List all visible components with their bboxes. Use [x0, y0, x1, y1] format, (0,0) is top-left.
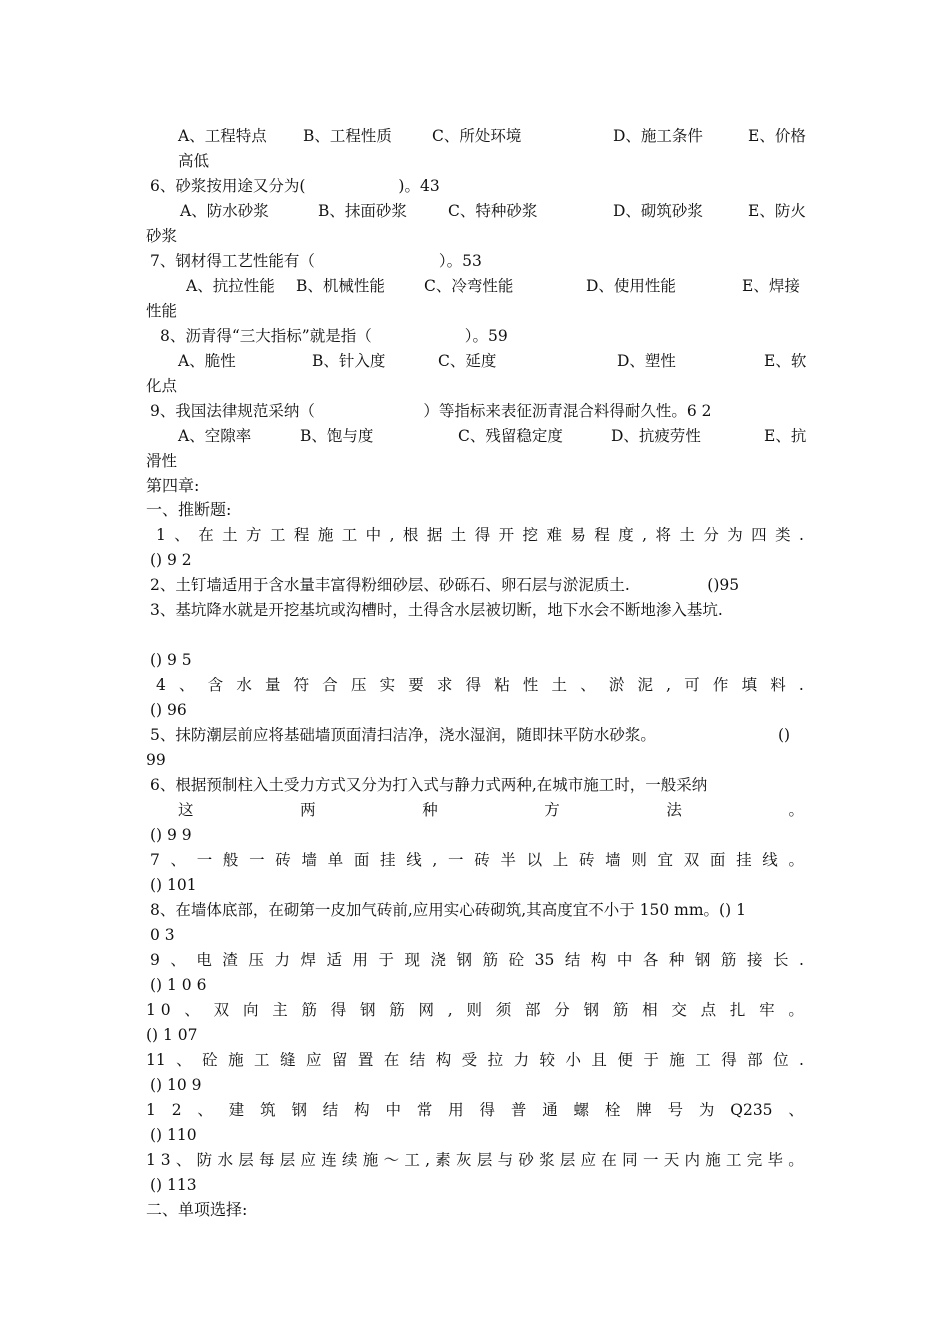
glyph: 主	[272, 1001, 288, 1019]
glyph: 。	[788, 851, 804, 869]
glyph: 筋	[389, 1001, 405, 1019]
q8-option-a: A、脆性	[178, 352, 236, 370]
glyph: 构	[435, 1051, 452, 1069]
glyph: 1 0	[146, 1001, 171, 1019]
glyph: 应	[300, 1151, 317, 1169]
glyph: 砖	[275, 851, 291, 869]
glyph: 压	[248, 951, 264, 969]
glyph: ,	[432, 851, 438, 869]
glyph: 单	[327, 851, 344, 869]
q5-option-e-continued: 高低	[178, 152, 210, 170]
glyph: 、	[788, 1101, 804, 1119]
glyph: 钢	[456, 951, 473, 969]
tf-item-1	[156, 525, 804, 545]
glyph: 相	[642, 1001, 658, 1019]
glyph: 防	[196, 1151, 213, 1169]
glyph: 于	[643, 1051, 659, 1069]
glyph: 性	[522, 676, 539, 694]
tf-item-13-ref: () 113	[150, 1176, 197, 1194]
glyph: 淤	[608, 676, 625, 694]
glyph: 电	[196, 951, 212, 969]
q6-option-e: E、防火	[748, 202, 806, 220]
glyph: 且	[591, 1051, 607, 1069]
glyph: 续	[342, 1151, 358, 1169]
glyph: 为	[727, 526, 743, 544]
tf-item-7-ref: () 101	[150, 876, 197, 894]
glyph: 灰	[456, 1151, 472, 1169]
glyph: 方	[544, 801, 560, 819]
glyph: 砂	[518, 1151, 534, 1169]
glyph: 合	[322, 676, 338, 694]
glyph: 通	[542, 1101, 558, 1119]
glyph: 易	[570, 526, 586, 544]
glyph: 每	[258, 1151, 275, 1169]
tf-item-3: 3、基坑降水就是开挖基坑或沟槽时，土得含水层被切断，地下水会不断地渗入基坑.	[150, 601, 723, 619]
glyph: 11	[146, 1051, 166, 1069]
glyph: 工	[254, 1051, 270, 1069]
glyph: 层	[279, 1151, 296, 1169]
glyph: 钢	[291, 1101, 307, 1119]
tf-item-3-ref: () 9 5	[150, 651, 192, 669]
tf-item-6-continued	[178, 800, 804, 820]
glyph: 结	[564, 951, 581, 969]
glyph: 与	[497, 1151, 514, 1169]
glyph: 挖	[522, 526, 539, 544]
glyph: 求	[436, 676, 453, 694]
glyph: 同	[622, 1151, 638, 1169]
glyph: 工	[695, 1051, 711, 1069]
glyph: 水	[236, 676, 252, 694]
q5-option-e: E、价格	[748, 127, 806, 145]
glyph: 、	[170, 951, 186, 969]
glyph: 、	[170, 851, 187, 869]
glyph: 小	[565, 1051, 581, 1069]
glyph: ,	[666, 676, 672, 694]
q6-option-c: C、特种砂浆	[448, 202, 538, 220]
glyph: 工	[404, 1151, 420, 1169]
glyph: 螺	[573, 1101, 590, 1119]
glyph: 4	[156, 676, 166, 694]
q6-option-e-continued: 砂浆	[146, 227, 178, 245]
glyph: 得	[465, 676, 482, 694]
glyph: 部	[747, 1051, 763, 1069]
tf-item-9-ref: () 1 0 6	[150, 976, 207, 994]
glyph: ,	[425, 1151, 431, 1169]
glyph: 得	[479, 1101, 496, 1119]
glyph: ,	[447, 1001, 453, 1019]
glyph: .	[798, 951, 804, 969]
glyph: ,	[389, 526, 395, 544]
q6-option-b: B、抹面砂浆	[318, 202, 407, 220]
glyph: 建	[228, 1101, 245, 1119]
tf-item-10-ref: () 1 07	[146, 1026, 198, 1044]
glyph: 浇	[430, 951, 447, 969]
q9-option-d: D、抗疲劳性	[611, 427, 701, 445]
glyph: 根	[402, 526, 419, 544]
glyph: 。	[788, 1001, 804, 1019]
glyph: 开	[498, 526, 515, 544]
glyph: 1	[146, 1101, 156, 1119]
tf-item-5: 5、抹防潮层前应将基础墙顶面清扫洁净，浇水湿润，随即抹平防水砂浆。	[150, 726, 656, 744]
tf-item-11	[146, 1050, 804, 1070]
glyph: 毕	[767, 1151, 784, 1169]
q7-option-a: A、抗拉性能	[186, 277, 275, 295]
q5-option-a: A、工程特点	[178, 127, 267, 145]
glyph: 天	[663, 1151, 680, 1169]
glyph: 构	[590, 951, 607, 969]
glyph: 层	[476, 1151, 493, 1169]
glyph: 中	[616, 951, 633, 969]
glyph: 符	[293, 676, 310, 694]
glyph: 连	[321, 1151, 337, 1169]
glyph: 渣	[222, 951, 238, 969]
q8-option-c: C、延度	[438, 352, 497, 370]
glyph: 在	[383, 1051, 400, 1069]
glyph: 钢	[360, 1001, 376, 1019]
glyph: 拉	[487, 1051, 504, 1069]
glyph: Q235	[730, 1101, 773, 1119]
glyph: 浆	[539, 1151, 555, 1169]
glyph: 一	[249, 851, 265, 869]
q8-option-e: E、软	[764, 352, 807, 370]
q7-option-e-continued: 性能	[146, 302, 178, 320]
tf-item-8: 8、在墙体底部，在砌第一皮加气砖前,应用实心砖砌筑,其高度宜不小于 150 mm。() 1	[150, 901, 746, 919]
glyph: 般	[222, 851, 239, 869]
tf-item-6: 6、根据预制柱入土受力方式又分为打入式与静力式两种,在城市施工时，一般采纳	[150, 776, 708, 794]
chapter-title: 第四章:	[146, 476, 200, 495]
glyph: 挂	[380, 851, 396, 869]
glyph: 9	[150, 951, 160, 969]
glyph: 、	[174, 526, 190, 544]
q7-option-b: B、机械性能	[296, 277, 385, 295]
glyph: 泥	[637, 676, 654, 694]
glyph: 施	[705, 1151, 721, 1169]
glyph: 中	[365, 526, 382, 544]
glyph: 7	[150, 851, 160, 869]
glyph: 法	[666, 801, 682, 819]
glyph: 可	[684, 676, 700, 694]
glyph: 工	[341, 526, 358, 544]
glyph: 、	[580, 676, 596, 694]
glyph: 作	[712, 676, 729, 694]
glyph: 砼	[202, 1051, 218, 1069]
glyph: 、	[197, 1101, 213, 1119]
glyph: 量	[264, 676, 281, 694]
glyph: 受	[461, 1051, 478, 1069]
glyph: 含	[207, 676, 224, 694]
q7-option-e: E、焊接	[742, 277, 800, 295]
glyph: 砖	[578, 851, 595, 869]
glyph: 方	[246, 526, 262, 544]
tf-item-2: 2、土钉墙适用于含水量丰富得粉细砂层、砂砾石、卵石层与淤泥质土. ()95	[150, 576, 740, 594]
glyph: 施	[228, 1051, 244, 1069]
glyph: 较	[539, 1051, 556, 1069]
glyph: 、	[176, 1051, 192, 1069]
glyph: 号	[667, 1101, 684, 1119]
glyph: 难	[546, 526, 562, 544]
glyph: 为	[698, 1101, 715, 1119]
glyph: 墙	[605, 851, 621, 869]
glyph: 筋	[720, 951, 737, 969]
glyph: 将	[655, 526, 671, 544]
glyph: 施	[362, 1151, 379, 1169]
tf-item-8-ref: 0 3	[150, 926, 175, 944]
glyph: 面	[709, 851, 726, 869]
glyph: 长	[772, 951, 789, 969]
glyph: ～	[383, 1151, 400, 1169]
glyph: 据	[426, 526, 443, 544]
question-9-stem: 9、我国法律规范采纳（ ）等指标来表征沥青混合料得耐久性。6 2	[150, 402, 712, 420]
glyph: 结	[409, 1051, 426, 1069]
glyph: 挂	[736, 851, 752, 869]
glyph: 结	[322, 1101, 339, 1119]
question-7-stem: 7、钢材得工艺性能有（ ）。53	[150, 252, 482, 270]
glyph: 填	[741, 676, 758, 694]
glyph: 完	[746, 1151, 763, 1169]
tf-item-4-ref: () 96	[150, 701, 187, 719]
glyph: .	[799, 1051, 804, 1069]
glyph: 、	[175, 1151, 192, 1169]
glyph: 则	[466, 1001, 482, 1019]
glyph: 部	[525, 1001, 541, 1019]
glyph: 扎	[729, 1001, 746, 1019]
glyph: 常	[416, 1101, 433, 1119]
glyph: 料	[770, 676, 786, 694]
tf-item-12-ref: () 110	[150, 1126, 197, 1144]
q6-option-d: D、砌筑砂浆	[613, 202, 703, 220]
glyph: 双	[213, 1001, 230, 1019]
glyph: 接	[746, 951, 763, 969]
glyph: 程	[293, 526, 310, 544]
glyph: 双	[683, 851, 700, 869]
tf-item-6-ref: () 9 9	[150, 826, 192, 844]
q9-option-c: C、残留稳定度	[458, 427, 563, 445]
glyph: 半	[500, 851, 516, 869]
glyph: 便	[617, 1051, 633, 1069]
q9-option-e: E、抗	[764, 427, 807, 445]
glyph: 钢	[694, 951, 711, 969]
glyph: 粘	[494, 676, 510, 694]
section-single-choice-heading: 二、单项选择:	[146, 1200, 248, 1219]
tf-item-11-ref: () 10 9	[150, 1076, 202, 1094]
q9-option-a: A、空隙率	[178, 427, 252, 445]
glyph: 2	[171, 1101, 182, 1119]
glyph: 种	[422, 801, 438, 819]
glyph: 于	[378, 951, 395, 969]
q8-option-b: B、针入度	[312, 352, 386, 370]
glyph: 应	[580, 1151, 597, 1169]
glyph: 分	[703, 526, 719, 544]
glyph: 一	[642, 1151, 659, 1169]
glyph: 留	[331, 1051, 348, 1069]
glyph: 砖	[474, 851, 490, 869]
glyph: 压	[350, 676, 367, 694]
glyph: 素	[435, 1151, 451, 1169]
glyph: 要	[408, 676, 424, 694]
glyph: 线	[406, 851, 422, 869]
glyph: 35	[534, 951, 555, 969]
glyph: 牌	[636, 1101, 652, 1119]
glyph: 一	[448, 851, 464, 869]
glyph: 钢	[583, 1001, 600, 1019]
q8-option-d: D、塑性	[617, 352, 676, 370]
glyph: 实	[379, 676, 396, 694]
tf-item-12	[146, 1100, 804, 1120]
glyph: 焊	[300, 951, 316, 969]
glyph: 面	[353, 851, 370, 869]
glyph: 土	[450, 526, 467, 544]
glyph: 置	[357, 1051, 374, 1069]
glyph: 一	[196, 851, 213, 869]
glyph: 两	[300, 801, 316, 819]
glyph: 施	[669, 1051, 685, 1069]
tf-item-4	[156, 675, 804, 695]
glyph: 线	[762, 851, 778, 869]
q5-option-c: C、所处环境	[432, 127, 522, 145]
glyph: 得	[330, 1001, 347, 1019]
glyph: 用	[448, 1101, 464, 1119]
glyph: 1	[156, 526, 166, 544]
tf-item-5-ref: 99	[146, 751, 166, 769]
glyph: 。	[788, 801, 804, 819]
glyph: 层	[238, 1151, 254, 1169]
glyph: 施	[317, 526, 334, 544]
section-true-false-heading: 一、推断题:	[146, 500, 232, 519]
glyph: .	[799, 526, 804, 544]
glyph: 水	[217, 1151, 233, 1169]
glyph: 宜	[657, 851, 674, 869]
glyph: 这	[178, 801, 194, 819]
glyph: 以	[526, 851, 543, 869]
q5-option-b: B、工程性质	[303, 127, 392, 145]
glyph: 交	[671, 1001, 687, 1019]
q7-option-d: D、使用性能	[586, 277, 676, 295]
glyph: 普	[510, 1101, 527, 1119]
glyph: 类	[775, 526, 791, 544]
glyph: 应	[305, 1051, 322, 1069]
glyph: 则	[631, 851, 647, 869]
glyph: 各	[642, 951, 659, 969]
glyph: 筋	[482, 951, 499, 969]
glyph: 适	[326, 951, 342, 969]
q9-option-b: B、饱与度	[300, 427, 374, 445]
glyph: 力	[274, 951, 290, 969]
q7-option-c: C、冷弯性能	[424, 277, 514, 295]
q5-option-d: D、施工条件	[613, 127, 703, 145]
tf-item-13	[146, 1150, 804, 1170]
glyph: 在	[198, 526, 214, 544]
glyph: 。	[788, 1151, 804, 1169]
glyph: 种	[668, 951, 685, 969]
glyph: 度	[618, 526, 634, 544]
glyph: 四	[751, 526, 767, 544]
glyph: 土	[222, 526, 238, 544]
glyph: 力	[513, 1051, 530, 1069]
glyph: 构	[354, 1101, 370, 1119]
glyph: 上	[552, 851, 569, 869]
glyph: ,	[642, 526, 648, 544]
glyph: 网	[418, 1001, 435, 1019]
glyph: .	[798, 676, 804, 694]
tf-item-10	[146, 1000, 804, 1020]
glyph: 筑	[260, 1101, 276, 1119]
glyph: 1 3	[146, 1151, 171, 1169]
glyph: 砼	[508, 951, 525, 969]
glyph: 分	[554, 1001, 570, 1019]
glyph: 筋	[301, 1001, 317, 1019]
q9-option-e-continued: 滑性	[146, 452, 178, 470]
glyph: 中	[385, 1101, 401, 1119]
glyph: 须	[495, 1001, 512, 1019]
glyph: 、	[184, 1001, 200, 1019]
glyph: 层	[559, 1151, 576, 1169]
glyph: 用	[352, 951, 368, 969]
glyph: 向	[242, 1001, 259, 1019]
glyph: 墙	[301, 851, 317, 869]
glyph: 土	[679, 526, 695, 544]
tf-item-1-ref: () 9 2	[150, 551, 192, 569]
q6-option-a: A、防水砂浆	[180, 202, 269, 220]
glyph: 在	[601, 1151, 617, 1169]
glyph: 得	[474, 526, 491, 544]
glyph: 栓	[604, 1101, 621, 1119]
glyph: 内	[684, 1151, 700, 1169]
glyph: 程	[594, 526, 610, 544]
glyph: 牢	[759, 1001, 775, 1019]
glyph: 现	[404, 951, 421, 969]
glyph: 缝	[279, 1051, 296, 1069]
tf-item-5-paren: ()	[778, 726, 791, 744]
q8-option-e-continued: 化点	[146, 377, 178, 395]
question-6-stem: 6、砂浆按用途又分为( )。43	[150, 177, 440, 195]
glyph: 工	[726, 1151, 742, 1169]
glyph: 得	[721, 1051, 737, 1069]
tf-item-7	[150, 850, 804, 870]
glyph: 、	[179, 676, 195, 694]
glyph: 位	[773, 1051, 789, 1069]
glyph: 点	[700, 1001, 717, 1019]
tf-item-9	[150, 950, 804, 970]
glyph: 筋	[612, 1001, 629, 1019]
glyph: 土	[551, 676, 568, 694]
question-8-stem: 8、沥青得“三大指标”就是指（ ）。59	[160, 327, 508, 345]
glyph: 工	[269, 526, 286, 544]
